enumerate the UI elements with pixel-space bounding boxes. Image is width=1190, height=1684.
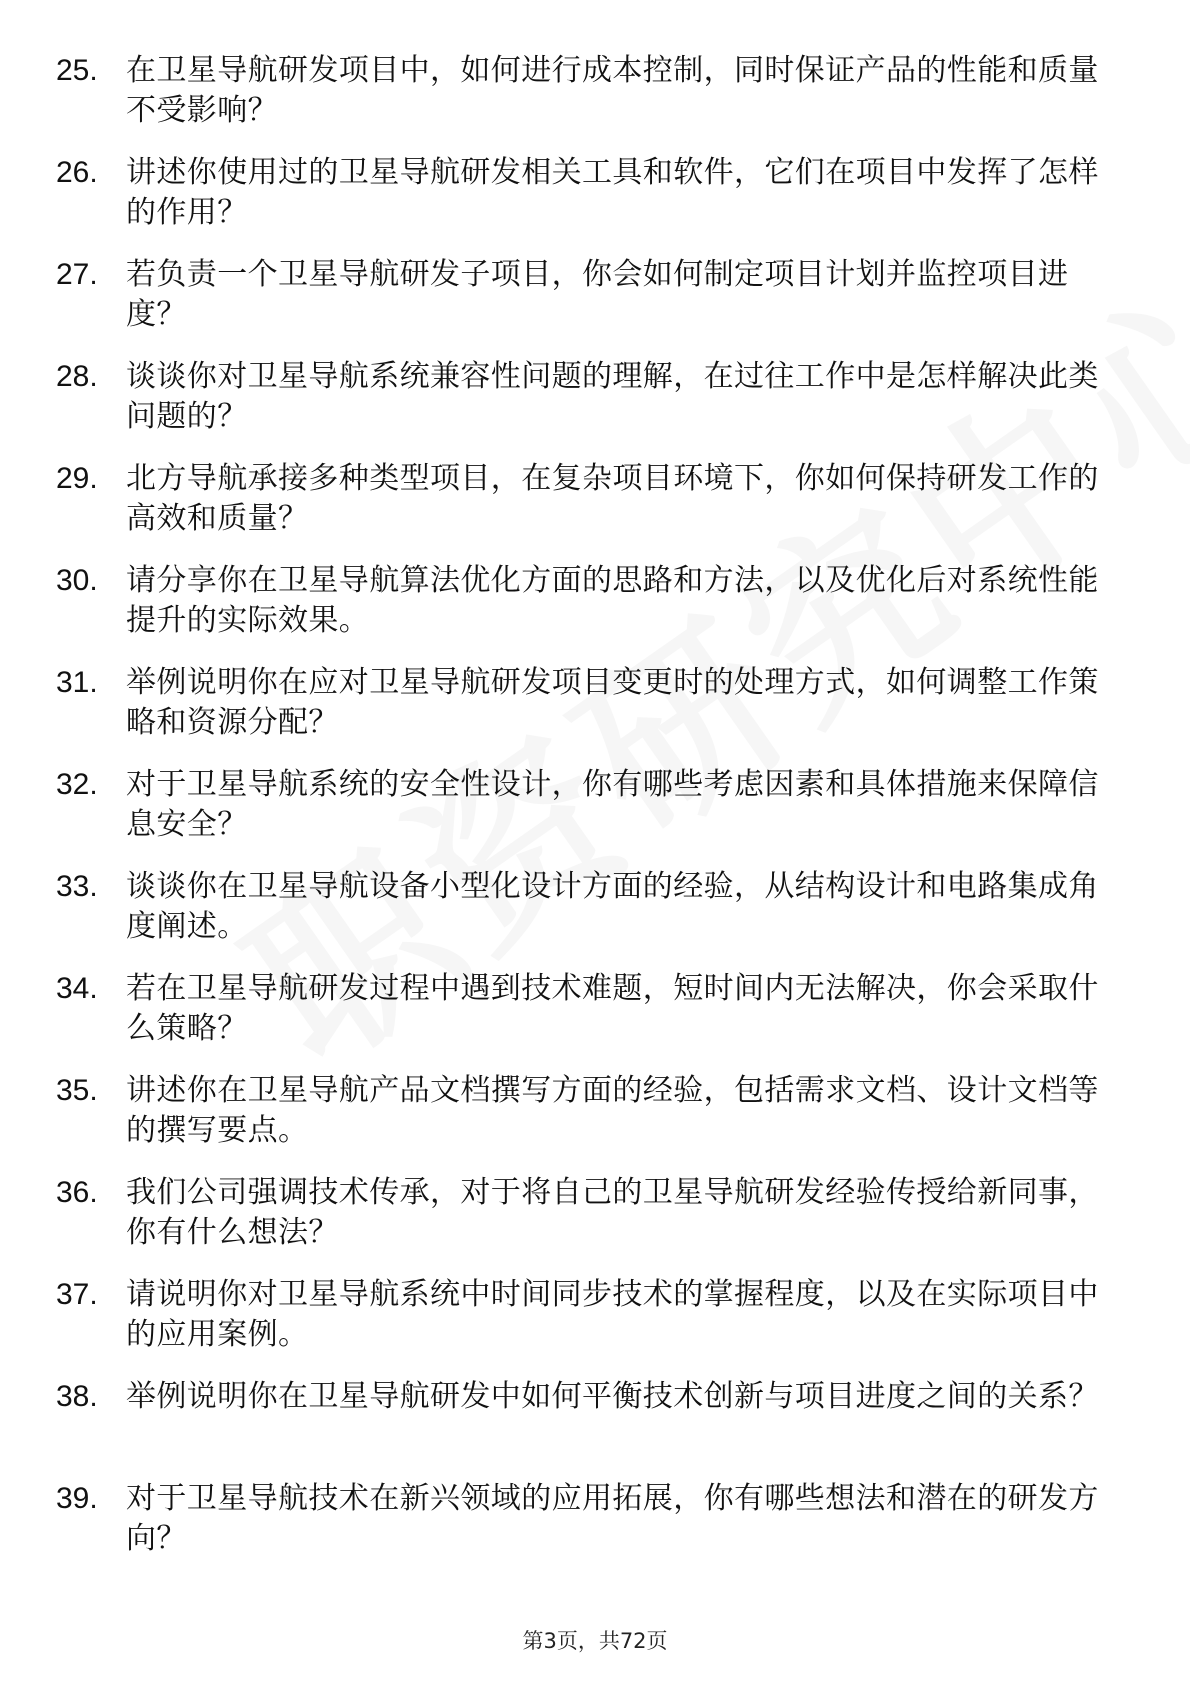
page-number-footer: 第3页，共72页 bbox=[522, 1629, 668, 1653]
question-number: 25. bbox=[56, 54, 98, 87]
question-text: 北方导航承接多种类型项目，在复杂项目环境下，你如何保持研发工作的高效和质量？ bbox=[126, 461, 1099, 536]
question-item bbox=[56, 663, 1106, 765]
question-item bbox=[56, 459, 1106, 561]
question-number: 27. bbox=[56, 258, 98, 291]
question-number: 26. bbox=[56, 156, 98, 189]
question-number: 37. bbox=[56, 1278, 98, 1311]
question-item bbox=[56, 1479, 1106, 1581]
question-text: 对于卫星导航系统的安全性设计，你有哪些考虑因素和具体措施来保障信息安全？ bbox=[126, 767, 1099, 842]
question-item bbox=[56, 1173, 1106, 1275]
question-item bbox=[56, 255, 1106, 357]
question-text: 谈谈你在卫星导航设备小型化设计方面的经验，从结构设计和电路集成角度阐述。 bbox=[126, 869, 1099, 944]
question-text: 对于卫星导航技术在新兴领域的应用拓展，你有哪些想法和潜在的研发方向？ bbox=[126, 1481, 1099, 1556]
question-text: 请分享你在卫星导航算法优化方面的思路和方法，以及优化后对系统性能提升的实际效果。 bbox=[126, 563, 1099, 638]
question-number: 39. bbox=[56, 1482, 98, 1515]
question-number: 34. bbox=[56, 972, 98, 1005]
question-text: 若在卫星导航研发过程中遇到技术难题，短时间内无法解决，你会采取什么策略？ bbox=[126, 971, 1099, 1046]
question-number: 36. bbox=[56, 1176, 98, 1209]
question-item bbox=[56, 765, 1106, 867]
question-number: 29. bbox=[56, 462, 98, 495]
question-number: 28. bbox=[56, 360, 98, 393]
question-text: 若负责一个卫星导航研发子项目，你会如何制定项目计划并监控项目进度？ bbox=[126, 257, 1069, 332]
question-item bbox=[56, 51, 1106, 153]
question-text: 举例说明你在应对卫星导航研发项目变更时的处理方式，如何调整工作策略和资源分配？ bbox=[126, 665, 1099, 740]
question-text: 我们公司强调技术传承，对于将自己的卫星导航研发经验传授给新同事，你有什么想法？ bbox=[126, 1175, 1099, 1250]
question-number: 31. bbox=[56, 666, 98, 699]
question-item bbox=[56, 561, 1106, 663]
question-item bbox=[56, 1275, 1106, 1377]
question-number: 30. bbox=[56, 564, 98, 597]
question-text: 举例说明你在卫星导航研发中如何平衡技术创新与项目进度之间的关系？ bbox=[126, 1379, 1099, 1414]
question-item bbox=[56, 867, 1106, 969]
question-text: 讲述你使用过的卫星导航研发相关工具和软件，它们在项目中发挥了怎样的作用？ bbox=[126, 155, 1099, 230]
question-number: 33. bbox=[56, 870, 98, 903]
question-text: 请说明你对卫星导航系统中时间同步技术的掌握程度，以及在实际项目中的应用案例。 bbox=[126, 1277, 1099, 1352]
question-text: 谈谈你对卫星导航系统兼容性问题的理解，在过往工作中是怎样解决此类问题的？ bbox=[126, 359, 1099, 434]
question-text: 在卫星导航研发项目中，如何进行成本控制，同时保证产品的性能和质量不受影响？ bbox=[126, 53, 1099, 128]
question-number: 38. bbox=[56, 1380, 98, 1413]
question-item bbox=[56, 153, 1106, 255]
question-number: 35. bbox=[56, 1074, 98, 1107]
question-item bbox=[56, 1071, 1106, 1173]
question-number: 32. bbox=[56, 768, 98, 801]
question-item bbox=[56, 1377, 1106, 1479]
question-text: 讲述你在卫星导航产品文档撰写方面的经验，包括需求文档、设计文档等的撰写要点。 bbox=[126, 1073, 1099, 1148]
question-item bbox=[56, 357, 1106, 459]
question-list bbox=[56, 51, 1106, 1581]
question-item bbox=[56, 969, 1106, 1071]
